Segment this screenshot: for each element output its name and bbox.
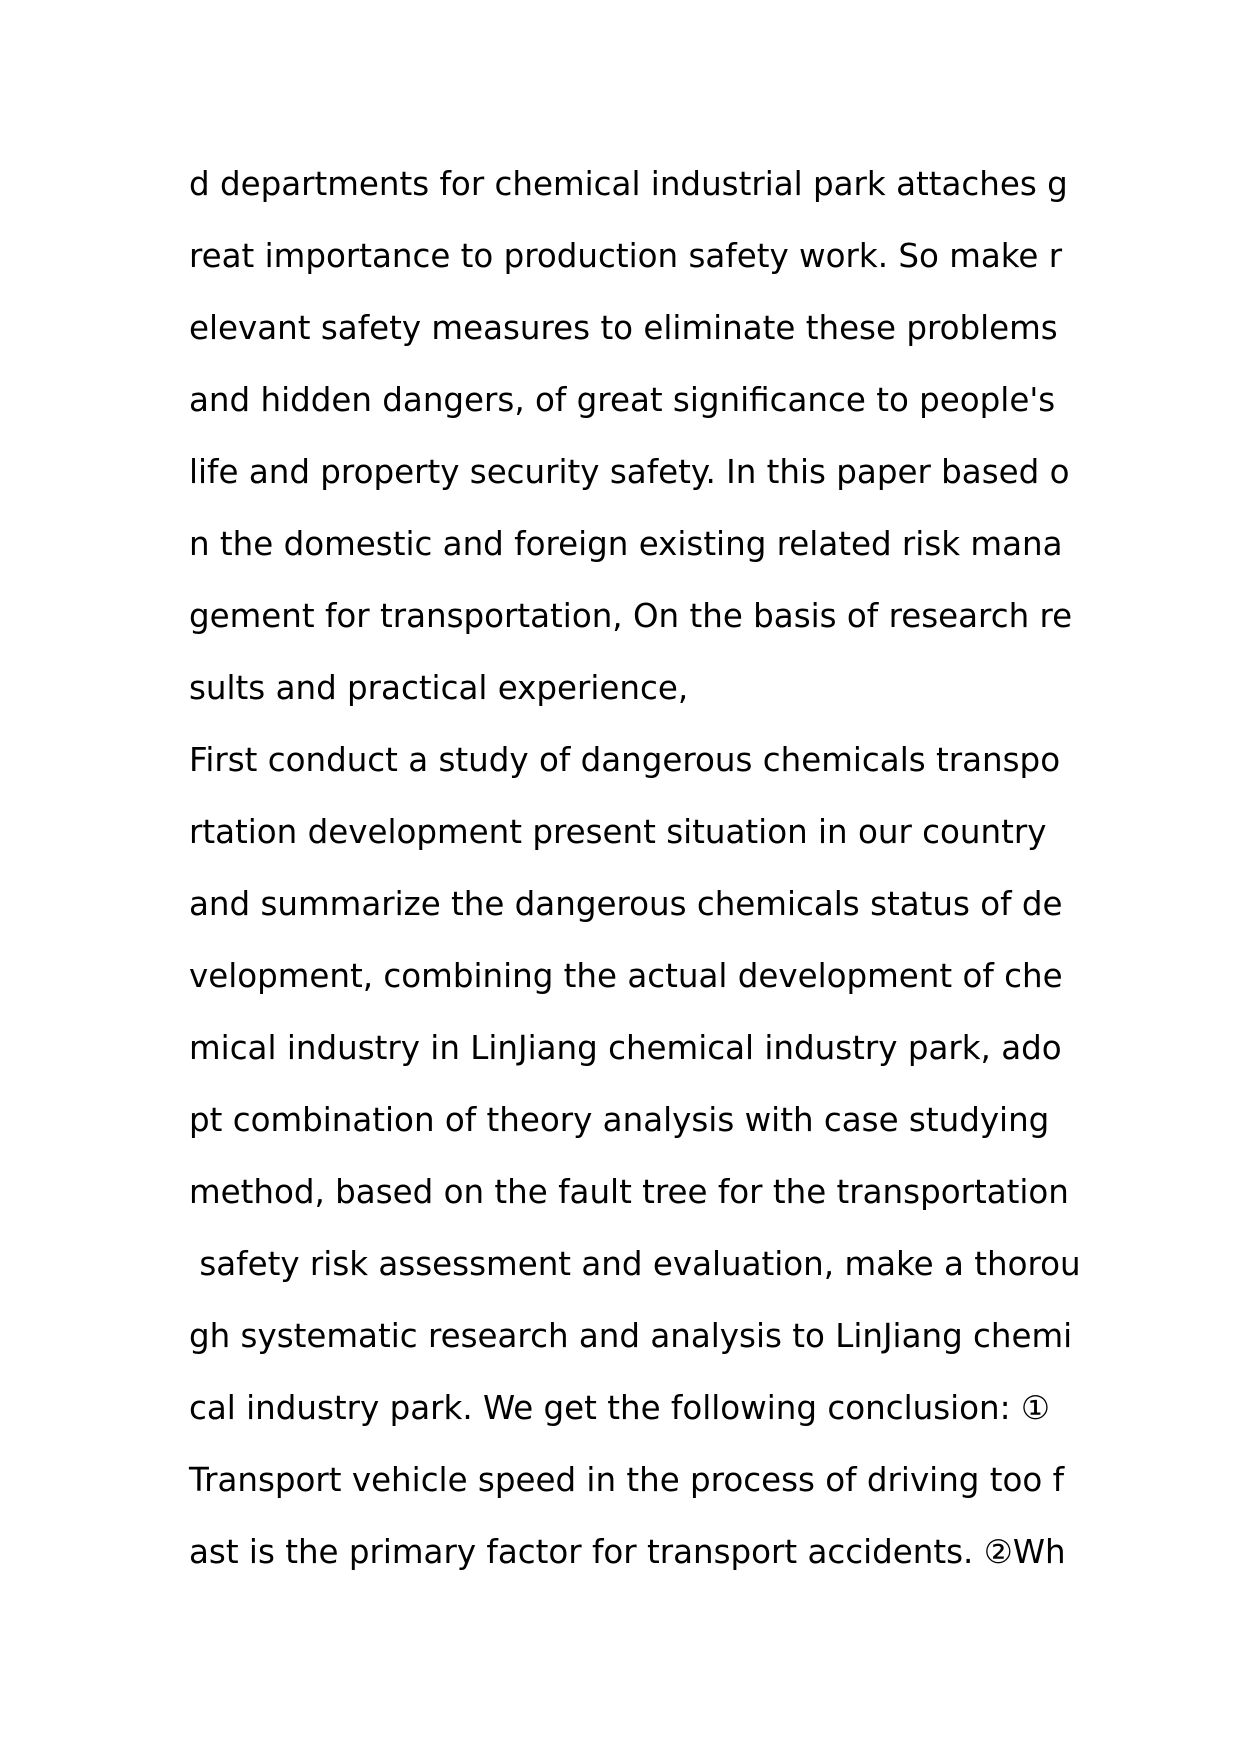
text-line: gement for transportation, On the basis of research re: [189, 597, 1073, 635]
text-line: pt combination of theory analysis with case studying: [189, 1101, 1050, 1139]
text-line: d departments for chemical industrial park attaches g: [189, 165, 1068, 203]
text-line: gh systematic research and analysis to LinJiang chemi: [189, 1317, 1073, 1355]
text-line: reat importance to production safety work. So make r: [189, 237, 1063, 275]
text-line: rtation development present situation in our country: [189, 813, 1047, 851]
text-line: and hidden dangers, of great significance to people's: [189, 381, 1056, 419]
text-line: life and property security safety. In this paper based o: [189, 453, 1070, 491]
text-line: ast is the primary factor for transport accidents. ②Wh: [189, 1533, 1066, 1571]
text-line: velopment, combining the actual development of che: [189, 957, 1063, 995]
text-line: mical industry in LinJiang chemical industry park, ado: [189, 1029, 1062, 1067]
text-line: elevant safety measures to eliminate these problems: [189, 309, 1058, 347]
text-line: n the domestic and foreign existing related risk mana: [189, 525, 1063, 563]
text-line: Transport vehicle speed in the process of driving too f: [189, 1461, 1065, 1499]
text-line: sults and practical experience,: [189, 669, 689, 707]
text-line: cal industry park. We get the following conclusion: ①: [189, 1389, 1051, 1427]
text-line: and summarize the dangerous chemicals status of de: [189, 885, 1063, 923]
text-line: First conduct a study of dangerous chemicals transpo: [189, 741, 1061, 779]
abstract-body: [189, 148, 1081, 1588]
text-line: method, based on the fault tree for the transportation: [189, 1173, 1069, 1211]
text-line: safety risk assessment and evaluation, make a thorou: [189, 1245, 1081, 1283]
